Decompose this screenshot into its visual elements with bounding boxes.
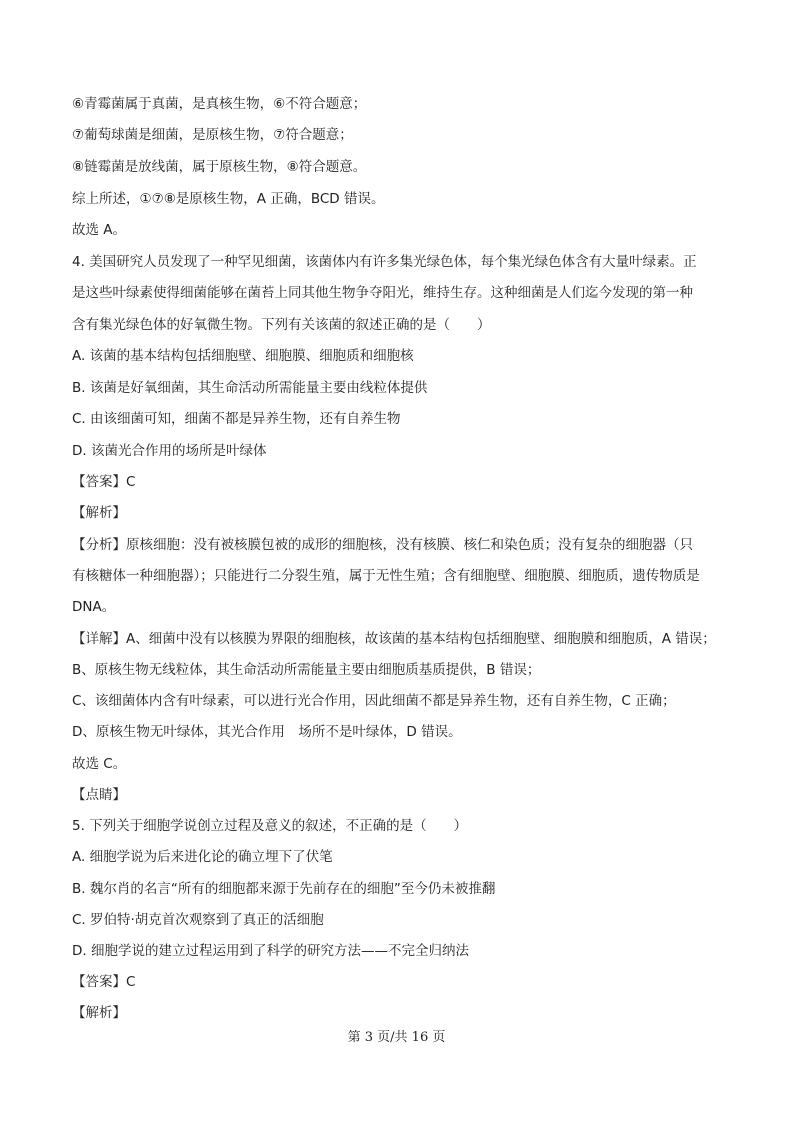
detail-text: 【详解】A、细菌中没有以核膜为界限的细胞核，故该菌的基本结构包括细胞壁、细胞膜和细胞质，A 错误； bbox=[72, 631, 716, 647]
answer-label: 【答案】C bbox=[72, 974, 136, 990]
option-b: B. 魏尔肖的名言“所有的细胞都来源于先前存在的细胞”至今仍未被推翻 bbox=[72, 881, 496, 897]
question-4-text: 4. 美国研究人员发现了一种罕见细菌，该菌体内有许多集光绿色体，每个集光绿色体含有大量叶绿素。正 bbox=[72, 254, 697, 270]
option-b: B. 该菌是好氧细菌，其生命活动所需能量主要由线粒体提供 bbox=[72, 380, 428, 396]
text-line: ⑦葡萄球菌是细菌，是原核生物，⑦符合题意； bbox=[72, 127, 353, 143]
comment-label: 【点睛】 bbox=[72, 787, 126, 803]
option-a: A. 细胞学说为后来进化论的确立埋下了伏笔 bbox=[72, 849, 333, 865]
analysis-label: 【解析】 bbox=[72, 505, 126, 521]
option-d: D. 该菌光合作用的场所是叶绿体 bbox=[72, 443, 267, 459]
question-4-text: 是这些叶绿素使得细菌能够在菌苔上同其他生物争夺阳光，维持生存。这种细菌是人们迄今发现的第一种 bbox=[72, 285, 693, 301]
analysis-text: 【分析】原核细胞：没有被核膜包被的成形的细胞核，没有核膜、核仁和染色质；没有复杂的细胞器（只 bbox=[72, 537, 693, 553]
option-a: A. 该菌的基本结构包括细胞壁、细胞膜、细胞质和细胞核 bbox=[72, 348, 414, 364]
detail-text: B、原核生物无线粒体，其生命活动所需能量主要由细胞质基质提供，B 错误； bbox=[72, 662, 541, 678]
question-4-text: 含有集光绿色体的好氧微生物。下列有关该菌的叙述正确的是（ ） bbox=[72, 317, 491, 333]
text-line: 故选 A。 bbox=[72, 222, 127, 238]
text-line: ⑧链霉菌是放线菌，属于原核生物，⑧符合题意。 bbox=[72, 159, 367, 175]
question-5-text: 5. 下列关于细胞学说创立过程及意义的叙述，不正确的是（ ） bbox=[72, 818, 468, 834]
text-line: ⑥青霉菌属于真菌，是真核生物，⑥不符合题意； bbox=[72, 96, 367, 112]
page-number-footer: 第 3 页/共 16 页 bbox=[347, 1030, 446, 1045]
option-c: C. 由该细菌可知，细菌不都是异养生物，还有自养生物 bbox=[72, 411, 401, 427]
analysis-text: DNA。 bbox=[72, 599, 116, 615]
detail-text: D、原核生物无叶绿体，其光合作用 场所不是叶绿体，D 错误。 bbox=[72, 724, 462, 740]
text-line: 综上所述，①⑦⑧是原核生物，A 正确，BCD 错误。 bbox=[72, 191, 385, 207]
detail-text: C、该细菌体内含有叶绿素，可以进行光合作用，因此细菌不都是异养生物，还有自养生物，C 正确； bbox=[72, 693, 676, 709]
option-c: C. 罗伯特·胡克首次观察到了真正的活细胞 bbox=[72, 912, 324, 928]
analysis-text: 有核糖体一种细胞器）；只能进行二分裂生殖，属于无性生殖；含有细胞壁、细胞膜、细胞质，遗传物质是 bbox=[72, 568, 700, 584]
analysis-label: 【解析】 bbox=[72, 1005, 126, 1021]
answer-label: 【答案】C bbox=[72, 474, 136, 490]
option-d: D. 细胞学说的建立过程运用到了科学的研究方法——不完全归纳法 bbox=[72, 943, 469, 959]
text-line: 故选 C。 bbox=[72, 756, 127, 772]
